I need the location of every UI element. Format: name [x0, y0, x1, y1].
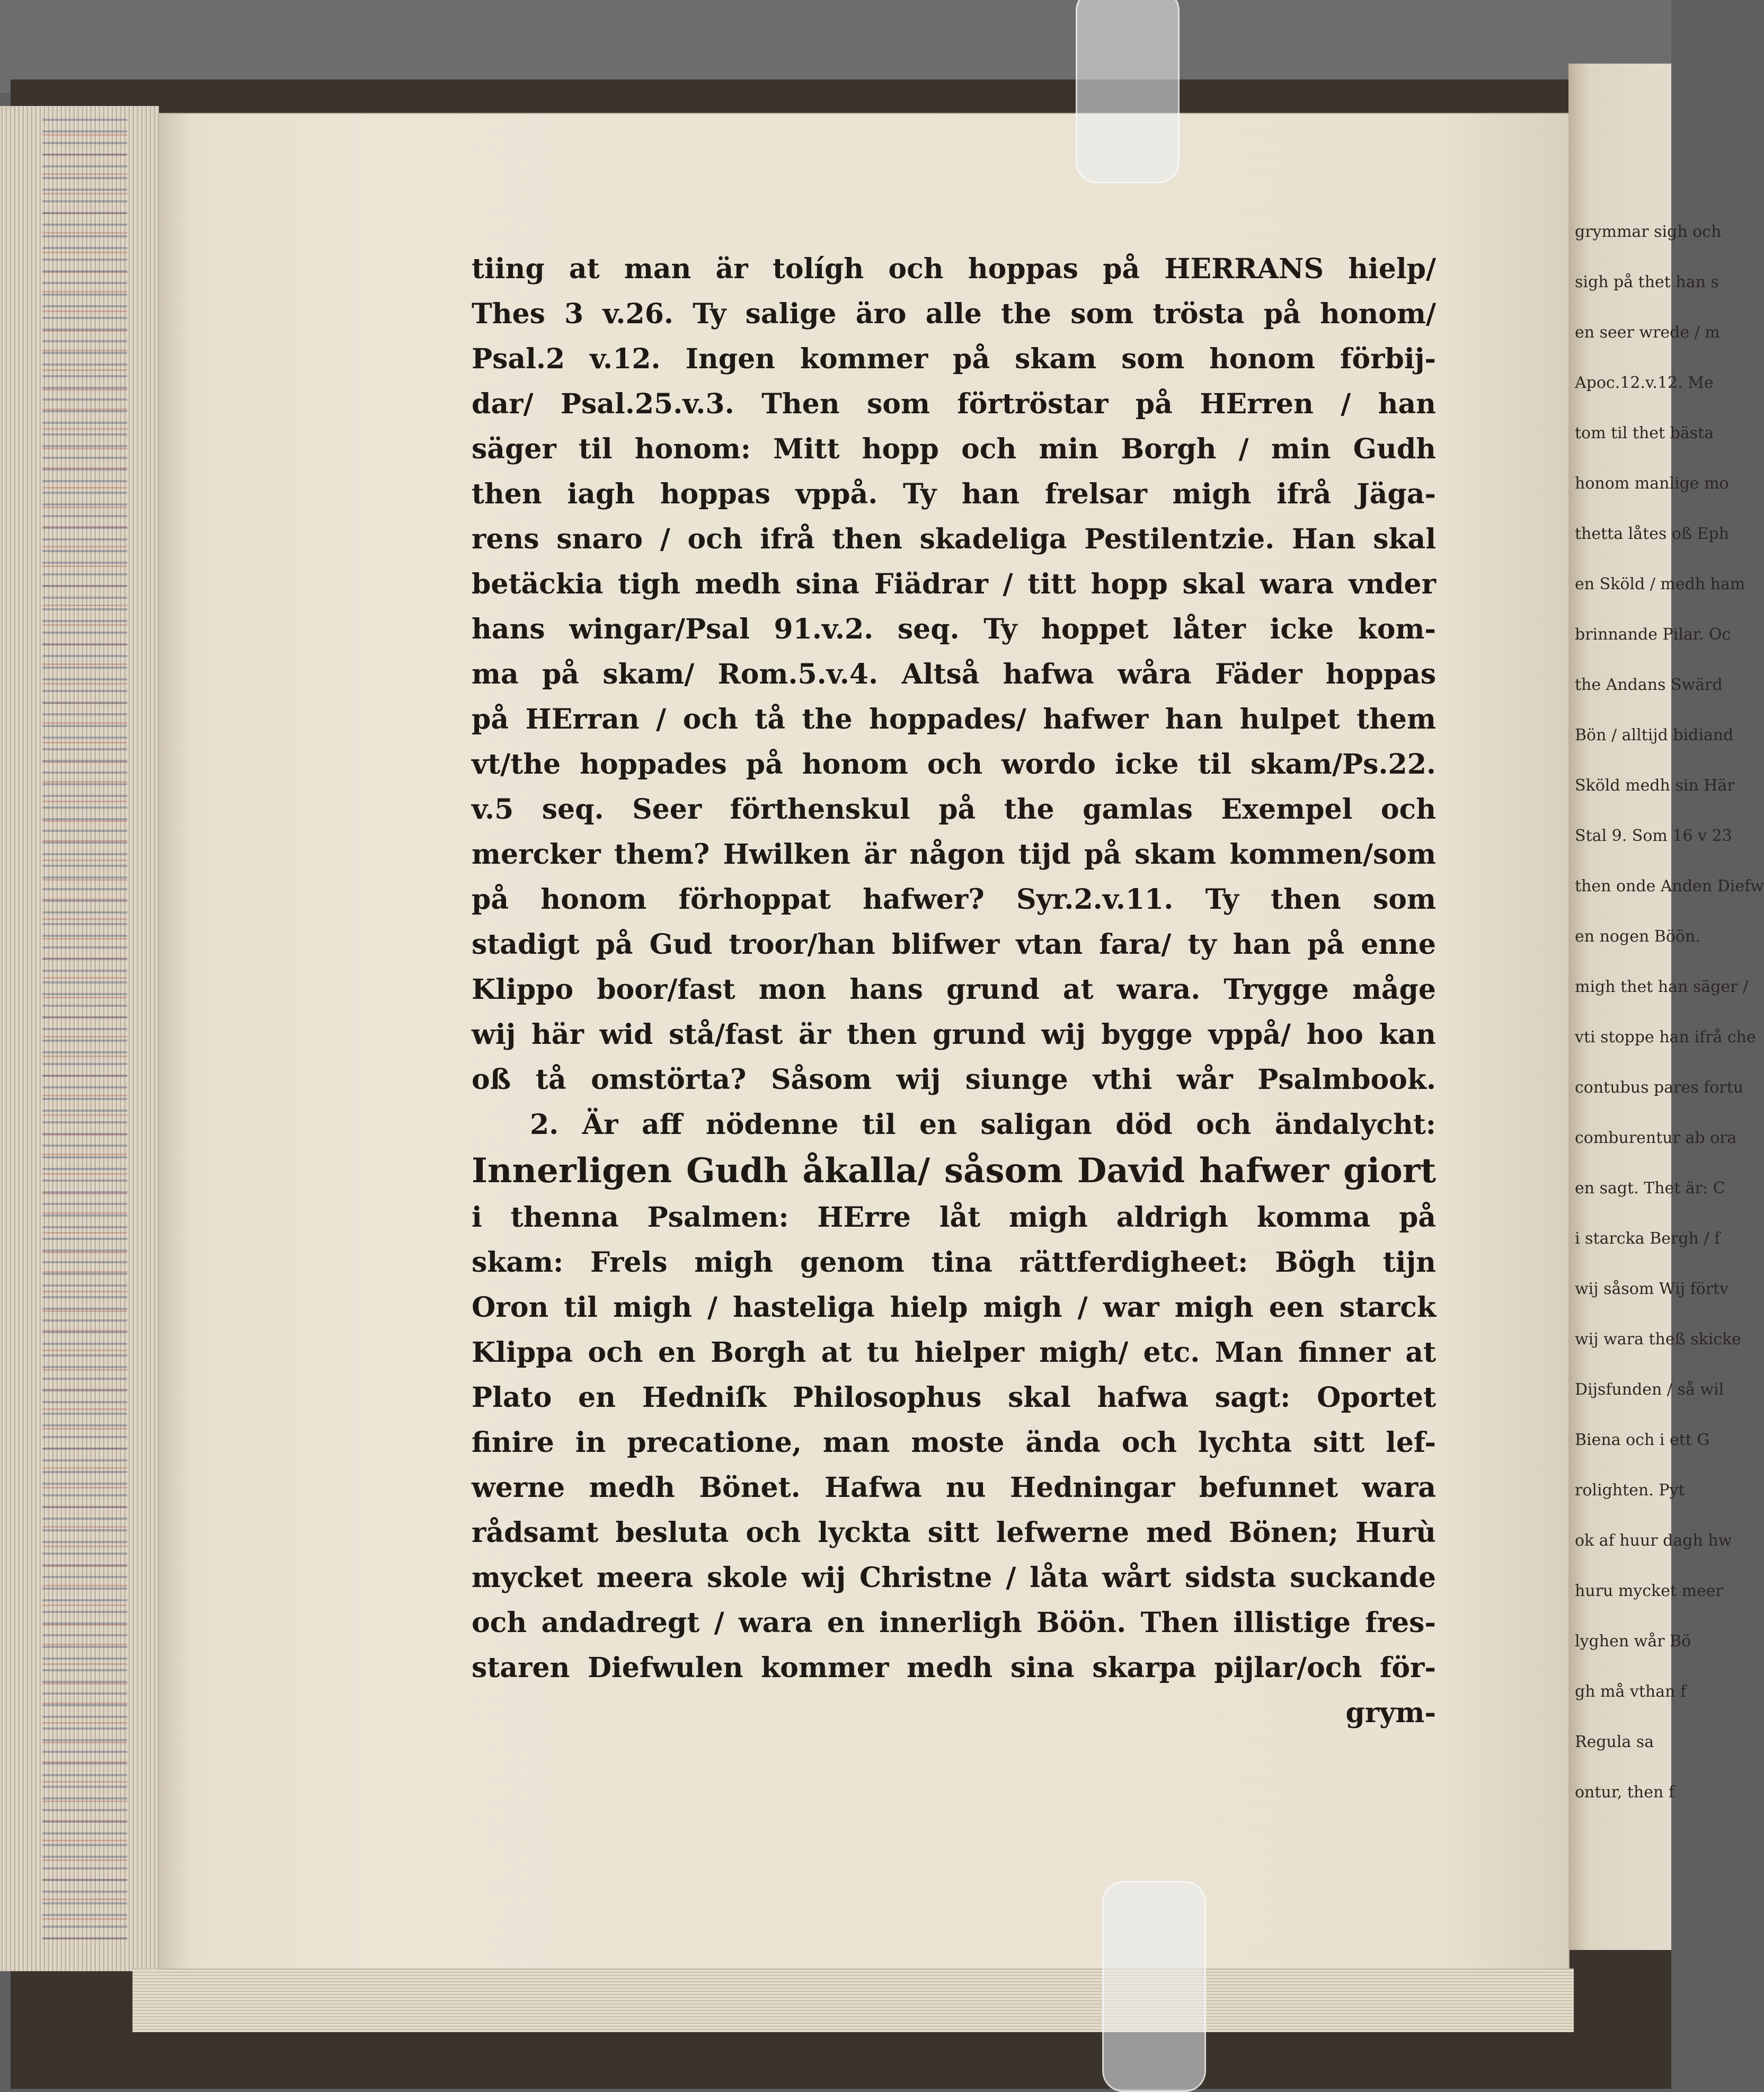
- top-page-clip: [1076, 0, 1180, 183]
- facing-line: contubus pares fortu: [1575, 1078, 1744, 1097]
- text-line: skam: Frels migh genom tina rättferdigheet: Bögh tijn: [472, 1246, 1436, 1279]
- text-line: then iagh hoppas vppå. Ty han frelsar migh ifrå Jäga-: [472, 478, 1436, 510]
- text-line: hans wingar/Psal 91.v.2. seq. Ty hoppet låter icke kom-: [472, 613, 1436, 645]
- facing-line: the Andans Swärd: [1575, 676, 1723, 694]
- text-line: Oron til migh / hasteliga hielp migh / war migh een starck: [472, 1291, 1436, 1324]
- page-text: [472, 246, 1436, 1735]
- facing-line: honom manlige mo: [1575, 474, 1729, 493]
- facing-line: ontur, then f: [1575, 1783, 1674, 1802]
- bottom-page-clip: [1102, 1881, 1206, 2092]
- text-line: stadigt på Gud troor/han blifwer vtan fara/ ty han på enne: [472, 928, 1436, 961]
- facing-line: comburentur ab ora: [1575, 1129, 1737, 1147]
- text-line: på honom förhoppat hafwer? Syr.2.v.11. Ty then som: [472, 883, 1436, 916]
- facing-line: Apoc.12.v.12. Me: [1575, 374, 1714, 392]
- text-line: rens snaro / och ifrå then skadeliga Pestilentzie. Han skal: [472, 523, 1436, 555]
- facing-line: i starcka Bergh / f: [1575, 1229, 1721, 1248]
- text-line: mycket meera skole wij Christne / låta wårt sidsta suckande: [472, 1562, 1436, 1594]
- text-line: på HErran / och tå the hoppades/ hafwer han hulpet them: [472, 703, 1436, 735]
- text-line: Klippo boor/fast mon hans grund at wara. Trygge måge: [472, 973, 1436, 1006]
- text-line: betäckia tigh medh sina Fiädrar / titt hopp skal wara vnder: [472, 568, 1436, 600]
- text-line: rådsamt besluta och lyckta sitt lefwerne med Bönen; Hurù: [472, 1517, 1436, 1549]
- text-line: staren Diefwulen kommer medh sina skarpa pijlar/och för-: [472, 1652, 1436, 1684]
- text-line: vt/the hoppades på honom och wordo icke til skam/Ps.22.: [472, 748, 1436, 781]
- text-line: werne medh Bönet. Hafwa nu Hedningar befunnet wara: [472, 1472, 1436, 1504]
- text-line: oß tå omstörta? Såsom wij siunge vthi wår Psalmbook.: [472, 1063, 1436, 1096]
- text-line: wij här wid stå/fast är then grund wij bygge vppå/ hoo kan: [472, 1018, 1436, 1051]
- facing-line: wij såsom Wij förtv: [1575, 1280, 1729, 1298]
- text-line: och andadregt / wara en innerligh Böön. Then illistige fres-: [472, 1607, 1436, 1639]
- facing-line: Sköld medh sin Här: [1575, 776, 1735, 795]
- facing-line: then onde Anden Diefw: [1575, 877, 1764, 896]
- facing-line: rolighten. Pyt: [1575, 1481, 1685, 1500]
- facing-line: vti stoppe han ifrå che: [1575, 1028, 1756, 1047]
- text-line: finire in precatione, man moste ända och lychta sitt lef-: [472, 1426, 1436, 1459]
- facing-line: en sagt. Thet är: C: [1575, 1179, 1725, 1198]
- facing-line: grymmar sigh och: [1575, 223, 1722, 241]
- facing-line: gh må vthan f: [1575, 1682, 1687, 1701]
- facing-line: Regula sa: [1575, 1733, 1654, 1751]
- facing-line: wij wara theß skicke: [1575, 1330, 1742, 1349]
- background-top: [0, 0, 1671, 93]
- facing-line: Biena och i ett G: [1575, 1431, 1710, 1449]
- facing-line: huru mycket meer: [1575, 1582, 1723, 1600]
- facing-line: ok af huur dagh hw: [1575, 1531, 1732, 1550]
- text-line: v.5 seq. Seer förthenskul på the gamlas Exempel och: [472, 793, 1436, 826]
- text-line: Psal.2 v.12. Ingen kommer på skam som honom förbij-: [472, 343, 1436, 375]
- speckled-edge: [42, 117, 127, 1939]
- text-line: i thenna Psalmen: HErre låt migh aldrigh komma på: [472, 1201, 1436, 1234]
- catchword: grym-: [1345, 1697, 1436, 1729]
- text-line: säger til honom: Mitt hopp och min Borgh / min Gudh: [472, 433, 1436, 465]
- facing-line: en Sköld / medh ham: [1575, 575, 1745, 593]
- page-bottom-edges: [132, 1969, 1574, 2032]
- text-line: mercker them? Hwilken är någon tijd på skam kommen/som: [472, 838, 1436, 871]
- facing-line: en seer wrede / m: [1575, 323, 1720, 342]
- text-line: Thes 3 v.26. Ty salige äro alle the som trösta på honom/: [472, 298, 1436, 330]
- facing-line: en nogen Böön.: [1575, 927, 1700, 946]
- facing-line: Stal 9. Som 16 v 23: [1575, 827, 1732, 845]
- facing-line: thetta låtes oß Eph: [1575, 525, 1729, 543]
- facing-page: [1568, 64, 1764, 1950]
- text-line: Plato en Hedniſk Philosophus skal hafwa sagt: Oportet: [472, 1381, 1436, 1414]
- facing-line: tom til thet bästa: [1575, 424, 1714, 442]
- text-line: Klippa och en Borgh at tu hielper migh/ etc. Man finner at: [472, 1336, 1436, 1369]
- text-line: ma på skam/ Rom.5.v.4. Altså hafwa wåra Fäder hoppas: [472, 658, 1436, 690]
- text-line: Innerligen Gudh åkalla/ såsom David hafwer giort: [472, 1151, 1436, 1191]
- facing-line: Bön / alltijd bidiand: [1575, 726, 1734, 744]
- text-line: 2. Är aff nödenne til en saligan död och ändalycht:: [530, 1109, 1436, 1141]
- text-line: dar/ Psal.25.v.3. Then som förtröstar på HErren / han: [472, 388, 1436, 420]
- facing-line: lyghen wår Bö: [1575, 1632, 1691, 1651]
- facing-line: sigh på thet han s: [1575, 273, 1719, 291]
- text-line: tiing at man är tolígh och hoppas på HERRANS hielp/: [472, 253, 1436, 285]
- facing-line: brinnande Pilar. Oc: [1575, 625, 1731, 644]
- facing-line: migh thet han säger /: [1575, 978, 1749, 996]
- facing-line: Dijsfunden / så wil: [1575, 1380, 1724, 1399]
